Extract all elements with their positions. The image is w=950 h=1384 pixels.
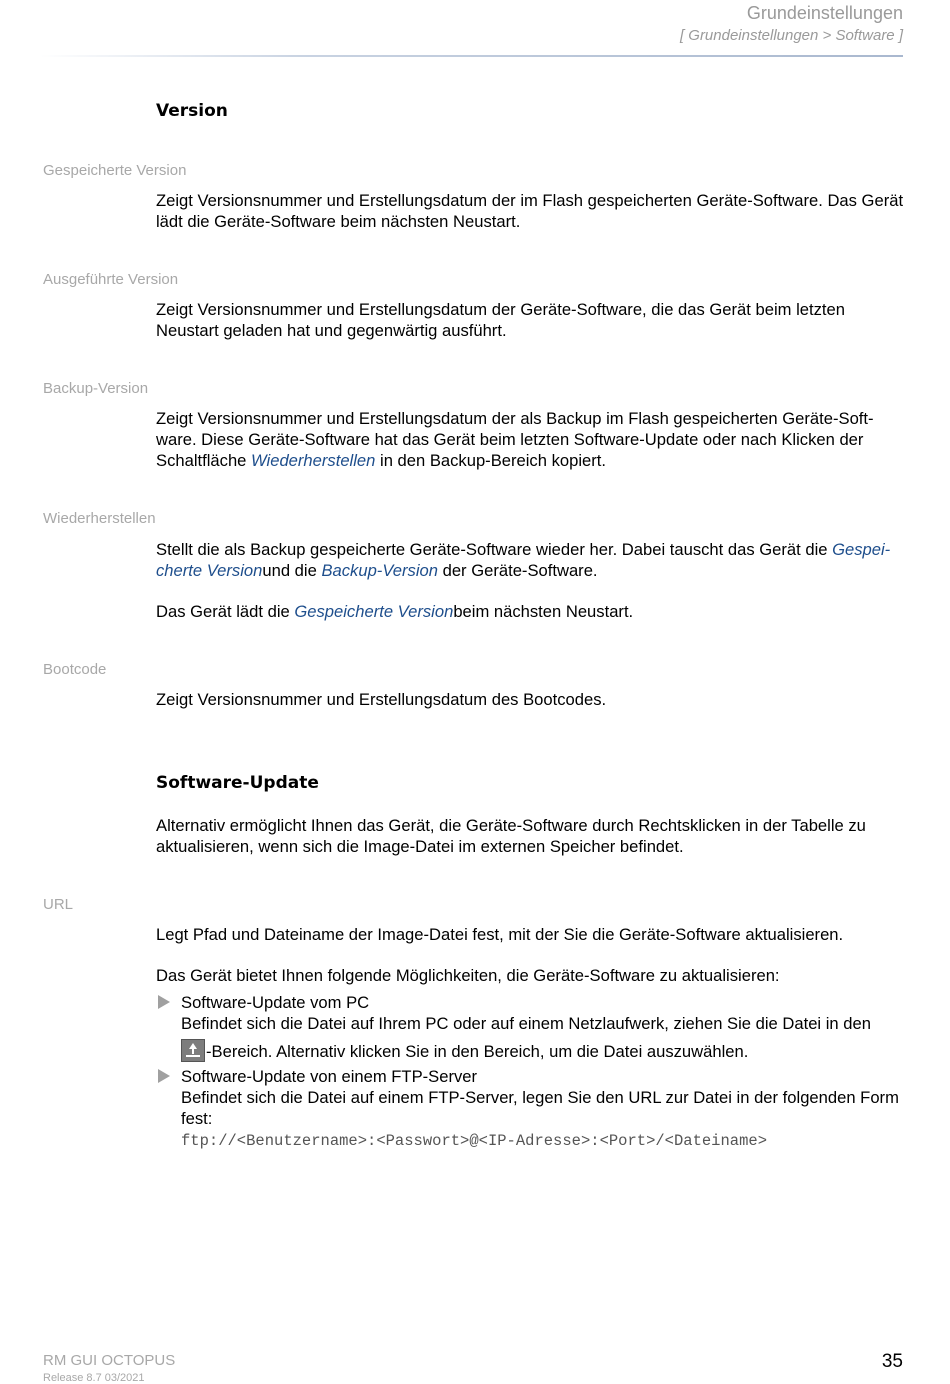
text-segment: der Geräte-Software. [437, 561, 598, 580]
footer-release: Release 8.7 03/2021 [43, 1372, 145, 1384]
term-backup-version: Backup-Version [43, 380, 149, 397]
text-segment: Das Gerät lädt die [156, 602, 295, 621]
bullet-pc-title: Software-Update vom PC [181, 993, 370, 1012]
bullet-ftp-text: Befindet sich die Datei auf einem FTP-Server, legen Sie den URL zur Datei in der folgenden Form fest: [181, 1088, 899, 1128]
bullet-pc-text: Befindet sich die Datei auf Ihrem PC oder auf einem Netzlaufwerk, ziehen Sie die Datei in den [181, 1014, 871, 1033]
link-wiederherstellen[interactable]: Wiederherstellen [251, 451, 376, 470]
desc-gespeicherte-version: Zeigt Versionsnummer und Erstellungsdatum der im Flash gespeicherten Geräte-Software. Das Gerät lädt die Geräte-Software beim nächsten Neustart. [156, 191, 904, 231]
footer-product: RM GUI OCTOPUS [43, 1352, 176, 1369]
section-heading-version: Version [156, 101, 228, 121]
term-wiederherstellen: Wiederherstellen [43, 510, 156, 527]
desc-url-2: Das Gerät bietet Ihnen folgende Möglichkeiten, die Geräte-Software zu aktualisieren: [156, 966, 780, 985]
section-heading-software-update: Software-Update [156, 773, 319, 793]
link-gespeicherte-version-2[interactable]: Gespeicherte Version [294, 602, 454, 621]
bullet-triangle-icon [158, 1069, 170, 1083]
text-segment: -Bereich. Alternativ klicken Sie in den Bereich, um die Datei auszuwählen. [206, 1042, 749, 1061]
term-gespeicherte-version: Gespeicherte Version [43, 162, 187, 179]
desc-bootcode: Zeigt Versionsnummer und Erstellungsdatum des Bootcodes. [156, 690, 607, 709]
page-number: 35 [881, 1351, 903, 1372]
upload-icon [181, 1039, 205, 1062]
term-ausgefuehrte-version: Ausgeführte Version [43, 271, 179, 288]
desc-url-1: Legt Pfad und Dateiname der Image-Datei fest, mit der Sie die Geräte-Software aktualisieren. [156, 925, 844, 944]
bullet-triangle-icon [158, 995, 170, 1009]
bullet-ftp-update [181, 1066, 908, 1152]
link-gespeicherte-version[interactable]: Gespei-cherte Version [156, 540, 891, 580]
ftp-url-format: ftp://<Benutzername>:<Passwort>@<IP-Adresse>:<Port>/<Dateiname> [181, 1132, 767, 1150]
text-segment: Stellt die als Backup gespeicherte Geräte-Software wieder her. Dabei tauscht das Gerät die [156, 540, 833, 559]
bullet-pc-text-line2 [181, 1039, 908, 1062]
text-segment: beim nächsten Neustart. [453, 602, 634, 621]
desc-wiederherstellen-1 [156, 539, 908, 581]
desc-backup-version [156, 408, 908, 471]
text-segment: Zeigt Versionsnummer und Erstellungsdatum der als Backup im Flash gespeicherten Geräte-Soft-ware. Diese Geräte-Software hat das Gerät beim letzten Software-Update oder nach Klicken der Schaltfläche [156, 409, 874, 470]
breadcrumb: [ Grundeinstellungen > Software ] [679, 27, 903, 44]
text-segment: und die [262, 561, 322, 580]
term-url: URL [43, 896, 74, 913]
term-bootcode: Bootcode [43, 661, 107, 678]
header-title: Grundeinstellungen [746, 3, 903, 23]
text-segment: in den Backup-Bereich kopiert. [375, 451, 606, 470]
software-update-intro: Alternativ ermöglicht Ihnen das Gerät, die Geräte-Software durch Rechtsklicken in der Tabelle zu aktualisieren, wenn sich die Image-Datei im externen Speicher befindet. [156, 816, 866, 856]
bullet-ftp-title: Software-Update von einem FTP-Server [181, 1067, 478, 1086]
desc-wiederherstellen-2 [156, 601, 908, 622]
link-backup-version[interactable]: Backup-Version [321, 561, 438, 580]
bullet-pc-update [181, 992, 908, 1062]
desc-ausgefuehrte-version: Zeigt Versionsnummer und Erstellungsdatum der Geräte-Software, die das Gerät beim letzten Neustart geladen hat und gegenwärtig ausführt. [156, 300, 845, 340]
header-divider [40, 55, 903, 57]
